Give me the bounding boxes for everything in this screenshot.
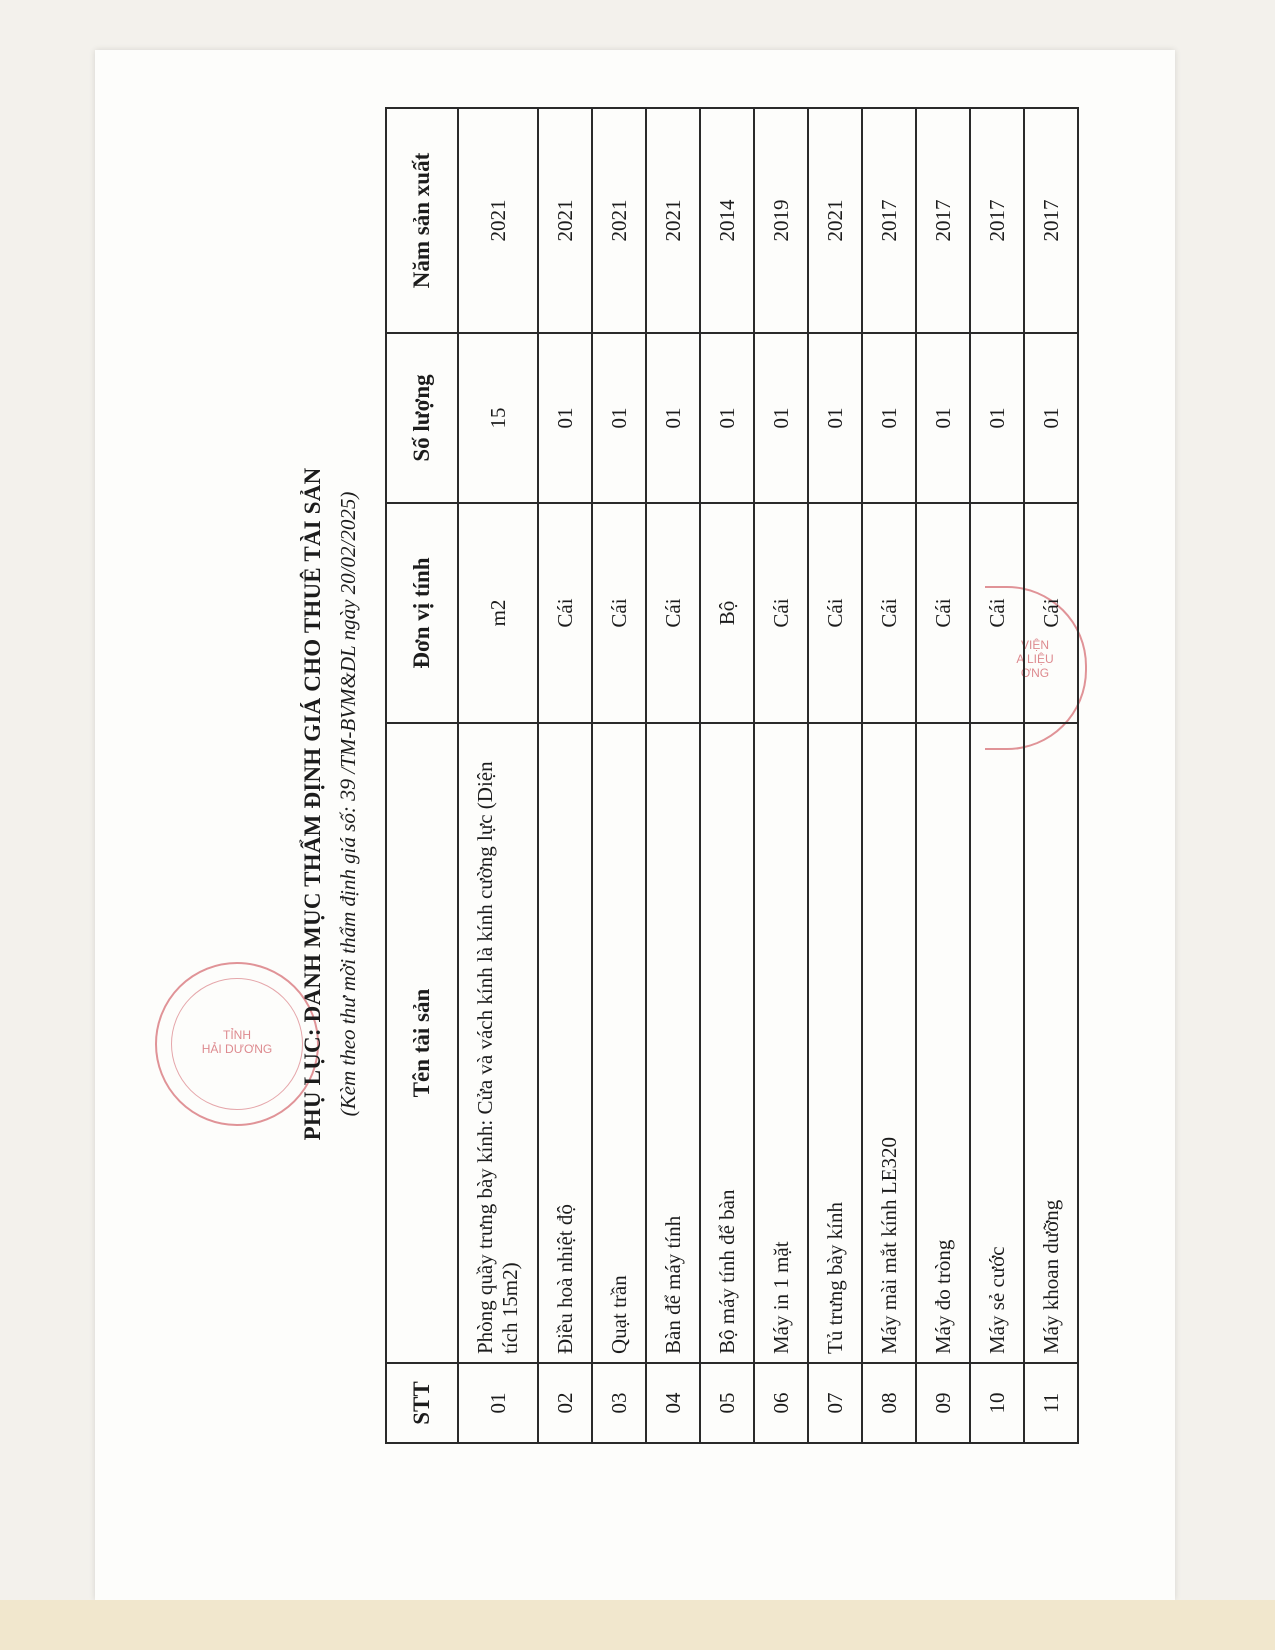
cell-year: 2021: [458, 108, 538, 333]
cell-year: 2021: [646, 108, 700, 333]
table-header-row: [386, 108, 458, 1443]
cell-stt: 11: [1024, 1363, 1078, 1443]
cell-qty: 01: [646, 333, 700, 503]
cell-qty: 01: [592, 333, 646, 503]
cell-year: 2017: [862, 108, 916, 333]
cell-name: Tủ trưng bày kính: [808, 723, 862, 1363]
table-row: [700, 108, 754, 1443]
document-subtitle: [328, 404, 368, 1204]
table-row: [754, 108, 808, 1443]
cell-name: Phòng quầy trưng bày kính: Cửa và vách kính là kính cường lực (Diện tích 15m2): [458, 723, 538, 1363]
cell-unit: m2: [458, 503, 538, 723]
cell-qty: 01: [808, 333, 862, 503]
subtitle-prefix: (Kèm theo thư mời thẩm định giá số:: [336, 800, 360, 1117]
cell-unit: Cái: [754, 503, 808, 723]
cell-stt: 08: [862, 1363, 916, 1443]
stamp-text-2: HẢI DƯƠNG: [201, 1042, 273, 1056]
cell-year: 2021: [808, 108, 862, 333]
cell-unit: Cái: [646, 503, 700, 723]
header-unit: Đơn vị tính: [386, 503, 458, 723]
table-row: [592, 108, 646, 1443]
table-row: [538, 108, 592, 1443]
subtitle-number: 39: [335, 778, 360, 801]
cell-stt: 10: [970, 1363, 1024, 1443]
document-title: PHỤ LỤC: DANH MỤC THẨM ĐỊNH GIÁ CHO THUÊ TÀI SẢN: [300, 467, 325, 1141]
header-name: Tên tài sản: [386, 723, 458, 1363]
cell-unit: Cái: [970, 503, 1024, 723]
cell-unit: Cái: [808, 503, 862, 723]
cell-unit: Bộ: [700, 503, 754, 723]
cell-stt: 07: [808, 1363, 862, 1443]
cell-name: Máy mài mắt kính LE320: [862, 723, 916, 1363]
subtitle-suffix: /TM-BVM&DL ngày 20/02/2025): [336, 491, 360, 779]
cell-name: Quạt trần: [592, 723, 646, 1363]
cell-name: Máy đo tròng: [916, 723, 970, 1363]
cell-qty: 01: [970, 333, 1024, 503]
cell-name: Bộ máy tính để bàn: [700, 723, 754, 1363]
table-row: [808, 108, 862, 1443]
scan-edge: [0, 1600, 1275, 1650]
cell-unit: Cái: [1024, 503, 1078, 723]
header-qty: Số lượng: [386, 333, 458, 503]
cell-qty: 15: [458, 333, 538, 503]
cell-stt: 03: [592, 1363, 646, 1443]
rotated-document-content: [290, 94, 1070, 1444]
cell-stt: 06: [754, 1363, 808, 1443]
cell-name: Bàn để máy tính: [646, 723, 700, 1363]
cell-name: Máy in 1 mặt: [754, 723, 808, 1363]
cell-year: 2014: [700, 108, 754, 333]
cell-qty: 01: [538, 333, 592, 503]
header-year: Năm sản xuất: [386, 108, 458, 333]
cell-name: Điều hoà nhiệt độ: [538, 723, 592, 1363]
header-stt: STT: [386, 1363, 458, 1443]
cell-year: 2021: [592, 108, 646, 333]
stamp-right-text-2: A LIỆU: [1016, 652, 1054, 666]
cell-stt: 01: [458, 1363, 538, 1443]
cell-unit: Cái: [862, 503, 916, 723]
cell-year: 2017: [916, 108, 970, 333]
cell-qty: 01: [916, 333, 970, 503]
cell-stt: 09: [916, 1363, 970, 1443]
cell-qty: 01: [862, 333, 916, 503]
cell-name: Máy khoan dưỡng: [1024, 723, 1078, 1363]
cell-year: 2017: [970, 108, 1024, 333]
stamp-right-text-3: ƠNG: [1020, 666, 1050, 680]
table-row: [970, 108, 1024, 1443]
stamp-text-1: TỈNH: [223, 1028, 251, 1042]
cell-stt: 02: [538, 1363, 592, 1443]
cell-unit: Cái: [538, 503, 592, 723]
stamp-right-text-1: VIỆN: [1020, 638, 1049, 652]
table-row: [1024, 108, 1078, 1443]
cell-year: 2021: [538, 108, 592, 333]
table-row: [458, 108, 538, 1443]
cell-unit: Cái: [916, 503, 970, 723]
cell-qty: 01: [754, 333, 808, 503]
cell-year: 2017: [1024, 108, 1078, 333]
cell-qty: 01: [700, 333, 754, 503]
cell-year: 2019: [754, 108, 808, 333]
cell-unit: Cái: [592, 503, 646, 723]
cell-qty: 01: [1024, 333, 1078, 503]
cell-stt: 05: [700, 1363, 754, 1443]
asset-table: [385, 107, 1079, 1444]
table-row: [916, 108, 970, 1443]
cell-name: Máy sẻ cước: [970, 723, 1024, 1363]
cell-stt: 04: [646, 1363, 700, 1443]
table-row: [646, 108, 700, 1443]
table-row: [862, 108, 916, 1443]
